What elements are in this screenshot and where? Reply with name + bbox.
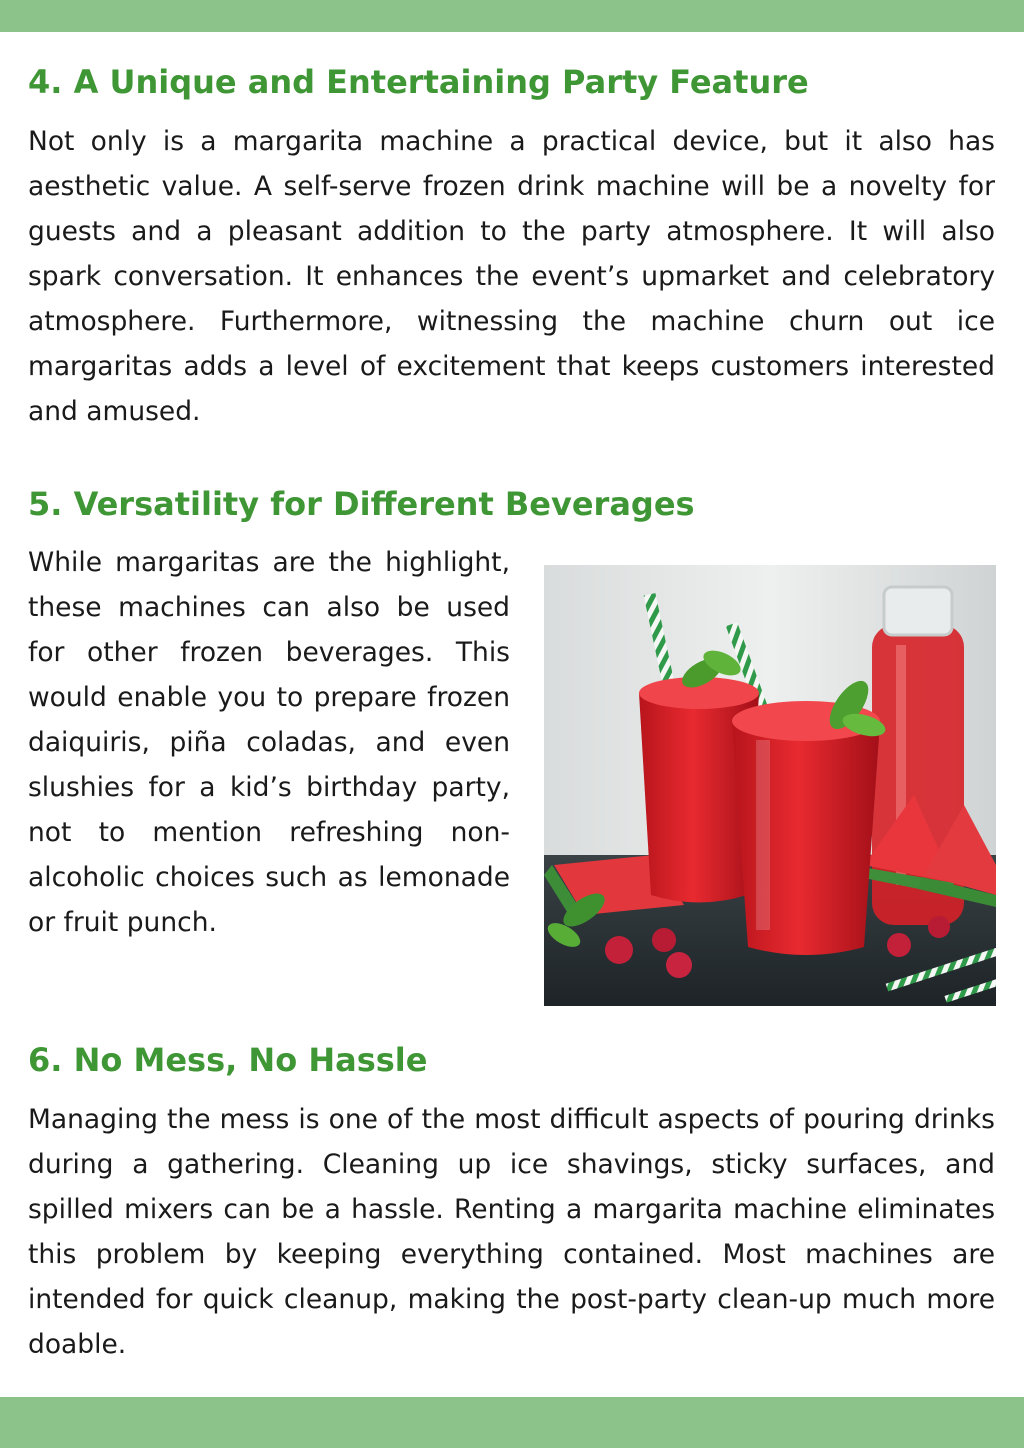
section-body-versatility: While margaritas are the highlight, these machines can also be used for other frozen beverages. This would enable you to prepare frozen daiquiris, piña coladas, and even slushies for a kid’s birthday party, not to mention refreshing non-alcoholic choices such as lemonade or fruit punch.	[28, 547, 510, 938]
top-decorative-band	[0, 0, 1024, 32]
bottom-decorative-band	[0, 1397, 1024, 1448]
section-body-party-feature: Not only is a margarita machine a practical device, but it also has aesthetic value. A self-serve frozen drink machine will be a novelty for guests and a pleasant addition to the party atmosphere. It will also spark conversation. It enhances the event’s upmarket and celebratory atmosphere. Furthermore, witnessing the machine churn out ice margaritas adds a level of excitement that keeps customers interested and amused.	[28, 126, 995, 427]
section-heading-no-mess: 6. No Mess, No Hassle	[28, 1041, 428, 1079]
watermelon-drinks-photo	[544, 565, 996, 1006]
section-heading-party-feature: 4. A Unique and Entertaining Party Feature	[28, 63, 809, 101]
section-body-no-mess: Managing the mess is one of the most difficult aspects of pouring drinks during a gathering. Cleaning up ice shavings, sticky surfaces, and spilled mixers can be a hassle. Renting a margarita machine eliminates this problem by keeping everything contained. Most machines are intended for quick cleanup, making the post-party clean-up much more doable.	[28, 1104, 995, 1360]
section-heading-versatility: 5. Versatility for Different Beverages	[28, 485, 695, 523]
